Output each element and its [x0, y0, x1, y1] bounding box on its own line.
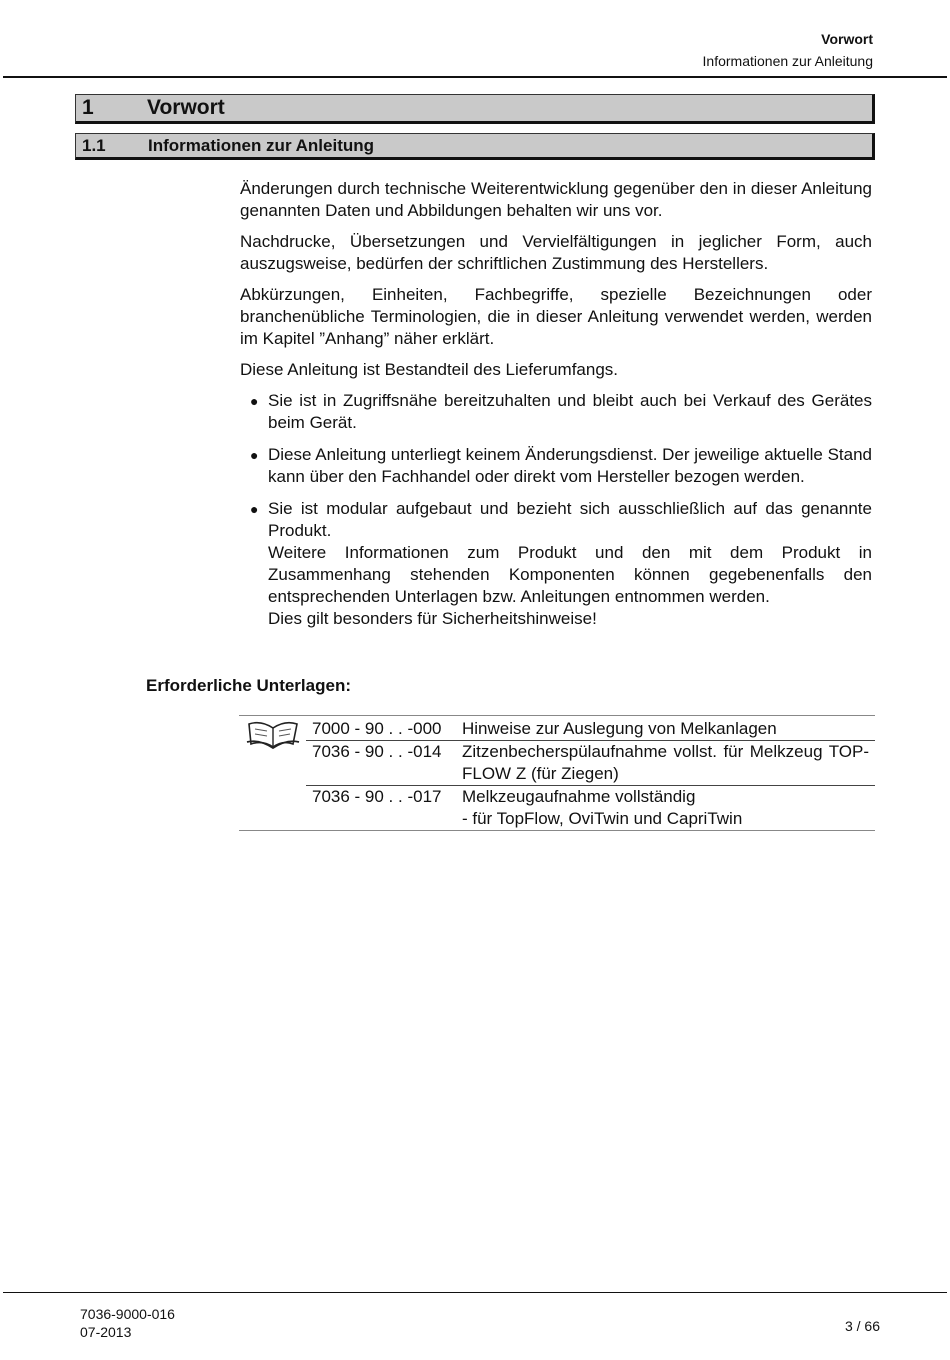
bullet-item: [240, 498, 872, 630]
bullet-text: Weitere Informationen zum Produkt und den mit dem Produkt in Zusammenhang stehenden Komponenten können gegebenenfalls den entsprechenden Unterlagen bzw. Anleitungen entnommen werden.: [268, 543, 872, 606]
bullet-item: [240, 390, 872, 434]
doc-title: [462, 741, 875, 785]
bullet-text: Dies gilt besonders für Sicherheitshinweise!: [268, 609, 597, 628]
body-text: [240, 178, 872, 640]
bullet-list: [240, 390, 872, 630]
bullet-icon: ●: [250, 501, 259, 517]
doc-title: [462, 786, 875, 830]
paragraph: Abkürzungen, Einheiten, Fachbegriffe, spezielle Bezeichnungen oder branchenübliche Terminologien, die in dieser Anleitung verwendet werden, werden im Kapitel ”Anhang” näher erklärt.: [240, 285, 872, 348]
doc-row: [306, 785, 875, 830]
section-heading: [75, 133, 875, 160]
section-title: Informationen zur Anleitung: [148, 135, 375, 155]
bullet-item: [240, 444, 872, 488]
required-docs-table: [239, 715, 875, 831]
page-header: [703, 30, 873, 70]
doc-number: 7036 - 90 . . -017: [312, 787, 442, 806]
chapter-title: Vorwort: [147, 96, 225, 119]
doc-row: [306, 716, 875, 740]
doc-title-line: Hinweise zur Auslegung von Melkanlagen: [462, 719, 777, 738]
required-docs-heading: Erforderliche Unterlagen:: [146, 676, 351, 695]
doc-number: 7000 - 90 . . -000: [312, 719, 442, 738]
chapter-number: 1: [82, 96, 94, 119]
chapter-heading: [75, 94, 875, 124]
header-divider: [3, 76, 947, 78]
footer-doc-info: [80, 1305, 175, 1341]
bullet-icon: ●: [250, 447, 259, 463]
paragraph: Nachdrucke, Übersetzungen und Vervielfältigungen in jeglicher Form, auch auszugsweise, bedürfen der schriftlichen Zustimmung des Herstellers.: [240, 232, 872, 273]
paragraph: Diese Anleitung ist Bestandteil des Lieferumfangs.: [240, 360, 619, 379]
doc-title-line: Zitzenbecherspülaufnahme vollst. für Melkzeug TOP-FLOW Z (für Ziegen): [462, 742, 869, 783]
footer-date: 07-2013: [80, 1324, 132, 1340]
page-number: 3 / 66: [844, 1318, 880, 1334]
paragraph: Änderungen durch technische Weiterentwicklung gegenüber den in dieser Anleitung genannten Daten und Abbildungen behalten wir uns vor.: [240, 179, 872, 220]
doc-title-line: Melkzeugaufnahme vollständig: [462, 787, 696, 806]
book-icon: [245, 720, 301, 750]
section-number: 1.1: [82, 135, 106, 155]
header-chapter-title: Vorwort: [821, 31, 873, 47]
footer-divider: [3, 1292, 947, 1293]
doc-row: [306, 740, 875, 785]
bullet-text: Sie ist in Zugriffsnähe bereitzuhalten und bleibt auch bei Verkauf des Gerätes beim Gerät.: [268, 391, 872, 432]
doc-number: 7036 - 90 . . -014: [312, 742, 442, 761]
doc-title: [462, 718, 875, 740]
bullet-text: Diese Anleitung unterliegt keinem Änderungsdienst. Der jeweilige aktuelle Stand kann über den Fachhandel oder direkt vom Hersteller bezogen werden.: [268, 445, 872, 486]
bullet-icon: ●: [250, 393, 259, 409]
footer-doc-number: 7036-9000-016: [80, 1306, 175, 1322]
header-section-title: Informationen zur Anleitung: [702, 53, 873, 69]
doc-title-line: - für TopFlow, OviTwin und CapriTwin: [462, 809, 743, 828]
bullet-text: Sie ist modular aufgebaut und bezieht sich ausschließlich auf das genannte Produkt.: [268, 499, 872, 540]
